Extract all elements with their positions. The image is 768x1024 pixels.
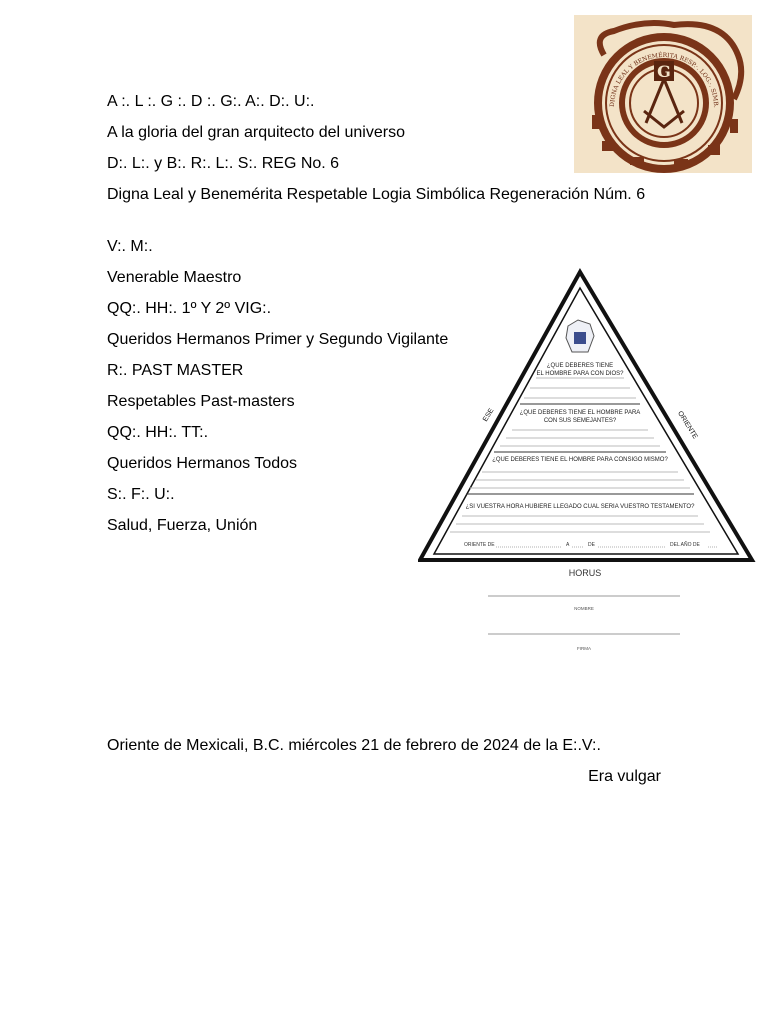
closing-era: Era vulgar [588, 768, 661, 785]
footer-a: A [566, 542, 570, 548]
pyramid-emblem [566, 320, 594, 352]
line-meaning-1: A la gloria del gran arquitecto del universo [107, 124, 405, 141]
line-meaning-5: Respetables Past-masters [107, 393, 295, 410]
seal-ring-text: DIGNA LEAL Y BENEMÉRITA RESP.·. LOG.·. SIMB. [608, 51, 720, 108]
line-abbrev-5: R:. PAST MASTER [107, 362, 244, 379]
q1-line2: EL HOMBRE PARA CON DIOS? [536, 371, 624, 377]
q2-line2: CON SUS SEMEJANTES? [543, 418, 617, 424]
seal-emblem [574, 15, 752, 173]
footer-anio: DEL AÑO DE [670, 542, 700, 548]
firma-label: FIRMA [577, 646, 591, 651]
line-meaning-4: Queridos Hermanos Primer y Segundo Vigilante [107, 331, 449, 348]
pyramid-left-label: ESE [482, 407, 496, 424]
line-meaning-6: Queridos Hermanos Todos [107, 455, 298, 472]
line-abbrev-1: A :. L :. G :. D :. G:. A:. D:. U:. [107, 93, 315, 110]
footer-oriente: ORIENTE DE [464, 542, 495, 548]
line-meaning-2: Digna Leal y Benemérita Respetable Logia Simbólica Regeneración Núm. 6 [107, 186, 646, 203]
lodge-seal-logo [574, 15, 752, 173]
closing-place-date: Oriente de Mexicali, B.C. miércoles 21 de febrero de 2024 de la E:.V:. [107, 737, 601, 754]
line-abbrev-2: D:. L:. y B:. R:. L:. S:. REG No. 6 [107, 155, 340, 172]
pyramid-right-label: ORIENTE [676, 410, 699, 441]
worksheet-name: HORUS [568, 568, 602, 578]
line-abbrev-4: QQ:. HH:. 1º Y 2º VIG:. [107, 300, 272, 317]
pyramid-worksheet [418, 266, 758, 666]
footer-de: DE [588, 542, 595, 548]
line-meaning-3: Venerable Maestro [107, 269, 242, 286]
line-abbrev-7: S:. F:. U:. [107, 486, 175, 503]
pyramid-drawing [418, 266, 758, 666]
seal-letter: G [657, 62, 671, 81]
q4-text: ¿SI VUESTRA HORA HUBIERE LLEGADO CUAL SERIA VUESTRO TESTAMENTO? [465, 504, 695, 510]
line-abbrev-6: QQ:. HH:. TT:. [107, 424, 209, 441]
line-abbrev-3: V:. M:. [107, 238, 153, 255]
q2-line1: ¿QUE DEBERES TIENE EL HOMBRE PARA [519, 410, 641, 416]
line-meaning-7: Salud, Fuerza, Unión [107, 517, 258, 534]
q1-line1: ¿QUE DEBERES TIENE [546, 363, 614, 369]
q3-text: ¿QUE DEBERES TIENE EL HOMBRE PARA CONSIGO MISMO? [492, 457, 668, 463]
nombre-label: NOMBRE [574, 606, 594, 611]
